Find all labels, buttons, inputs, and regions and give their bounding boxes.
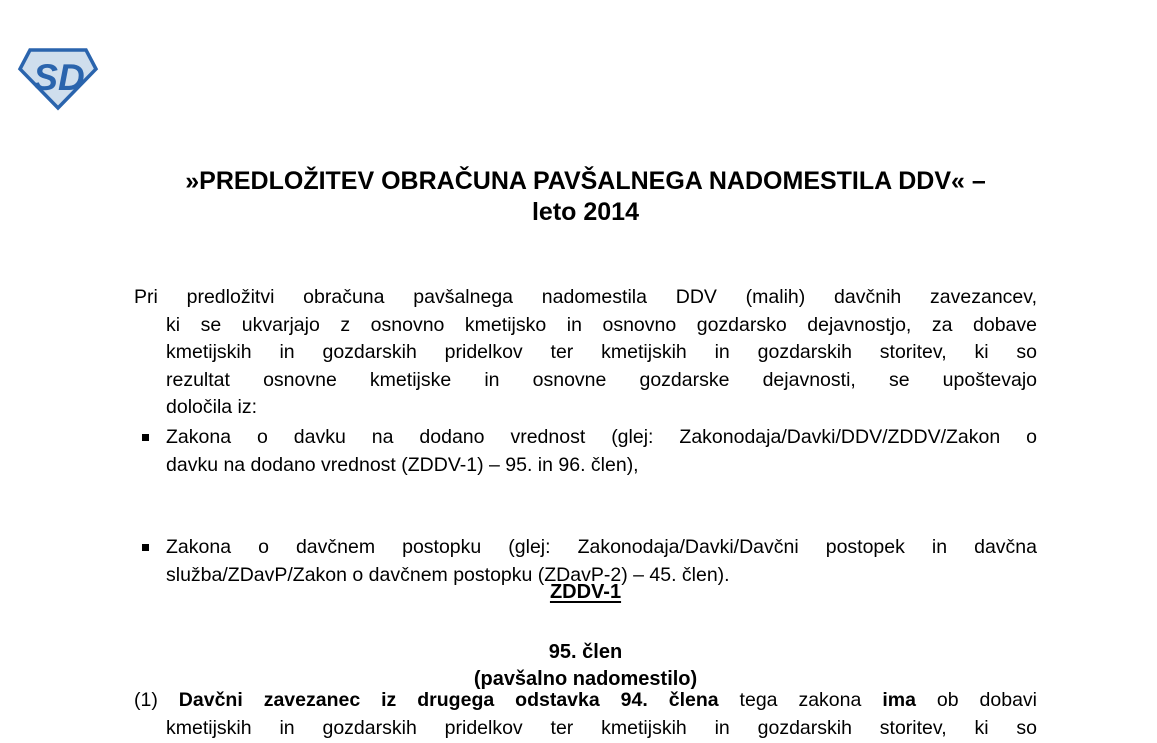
document-title (134, 166, 1037, 228)
text-line: ki se ukvarjajo z osnovno kmetijsko in osnovno gozdarsko dejavnostjo, za dobave (166, 313, 1037, 336)
text-line: Zakona o davku na dodano vrednost (glej: Zakonodaja/Davki/DDV/ZDDV/Zakon o (166, 426, 1037, 448)
text-line: služba/ZDavP/Zakon o davčnem postopku (ZDavP-2) – 45. člen). (166, 563, 730, 586)
square-bullet-icon (142, 434, 149, 441)
document-title-line1: »PREDLOŽITEV OBRAČUNA PAVŠALNEGA NADOMESTILA DDV« – (185, 167, 986, 195)
text-line: Pri predložitvi obračuna pavšalnega nadomestila DDV (malih) davčnih zavezancev, (134, 286, 1037, 308)
text-line: kmetijskih in gozdarskih pridelkov ter kmetijskih in gozdarskih storitev, ki so (166, 716, 1037, 739)
law-heading (134, 579, 1037, 606)
text-line: davku na dodano vrednost (ZDDV-1) – 95. in 96. člen), (166, 453, 639, 476)
bullet-item-zddv (134, 424, 1037, 479)
text-line: rezultat osnovne kmetijske in osnovne gozdarske dejavnosti, se upoštevajo (166, 368, 1037, 391)
text-line: kmetijskih in gozdarskih pridelkov ter kmetijskih in gozdarskih storitev, ki so (166, 341, 1037, 363)
sd-logo-letters: SD (33, 57, 85, 98)
text-line (134, 687, 1037, 715)
text-column (134, 0, 1037, 739)
article95-paragraph1 (134, 687, 1037, 742)
text-segment: (1) (134, 689, 179, 711)
sd-shield-logo-image (17, 46, 99, 112)
document-title-line2: leto 2014 (531, 198, 639, 226)
law-heading-text: ZDDV-1 (549, 581, 622, 603)
text-line: določila iz: (166, 396, 258, 418)
text-line: Zakona o davčnem postopku (glej: Zakonodaja/Davki/Davčni postopek in davčna (166, 536, 1037, 558)
sd-shield-logo (17, 46, 99, 112)
text-segment: tega zakona (718, 689, 883, 711)
text-segment-bold: ima (882, 689, 916, 711)
article-heading: 95. člen (548, 641, 623, 663)
text-segment: ob dobavi (915, 689, 1037, 711)
square-bullet-icon (142, 544, 149, 551)
article-subtitle: (pavšalno nadomestilo) (473, 668, 698, 690)
text-segment-bold: Davčni zavezanec iz drugega odstavka 94. člena (178, 689, 719, 711)
intro-paragraph (134, 284, 1037, 422)
